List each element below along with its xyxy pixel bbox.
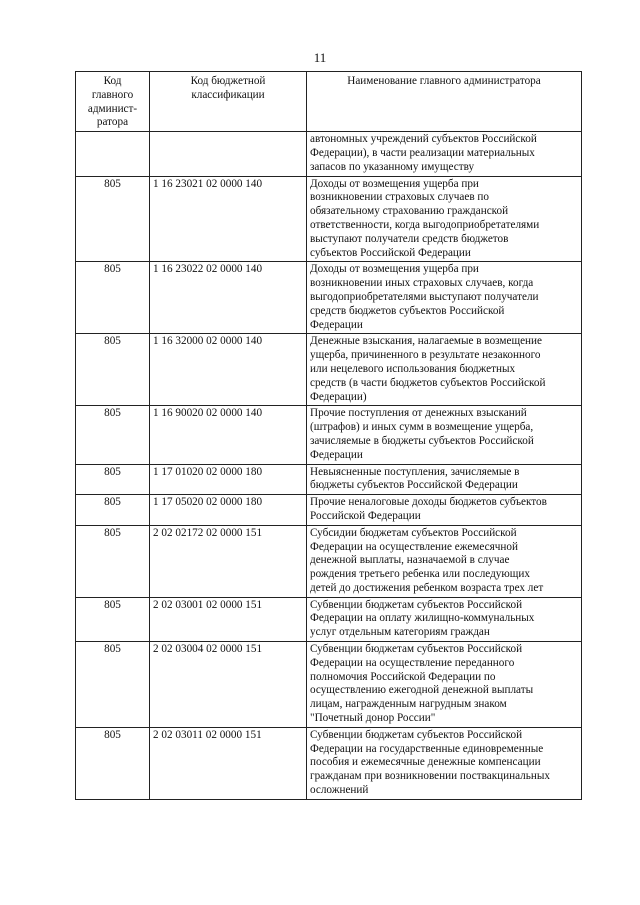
admin-code-cell: 805	[76, 727, 150, 799]
admin-code-cell: 805	[76, 642, 150, 728]
table-row	[76, 406, 582, 464]
admin-code-cell: 805	[76, 262, 150, 334]
administrator-name-cell: Субвенции бюджетам субъектов Российской Федерации на осуществление переданного полномочия Российской Федерации по осуществлению ежегодной денежной выплаты лицам, награжденным нагрудным знаком "Почетный донор России"	[307, 642, 582, 728]
table-row	[76, 495, 582, 526]
admin-code-cell: 805	[76, 525, 150, 597]
table-row	[76, 262, 582, 334]
table-row	[76, 464, 582, 495]
budget-code-cell: 2 02 02172 02 0000 151	[150, 525, 307, 597]
administrator-name-cell: Субсидии бюджетам субъектов Российской Федерации на осуществление ежемесячной денежной выплаты, назначаемой в случае рождения третьего ребенка или последующих детей до достижения ребенком возраста трех лет	[307, 525, 582, 597]
admin-code-cell: 805	[76, 176, 150, 262]
table-body	[76, 132, 582, 800]
administrator-name-cell: автономных учреждений субъектов Российской Федерации), в части реализации материальных запасов по указанному имуществу	[307, 132, 582, 176]
administrator-name-cell: Прочие неналоговые доходы бюджетов субъектов Российской Федерации	[307, 495, 582, 526]
header-budget-code: Код бюджетной классификации	[150, 72, 307, 132]
administrator-name-cell: Доходы от возмещения ущерба при возникновении иных страховых случаев, когда выгодоприобретателями выступают получатели средств бюджетов субъектов Российской Федерации	[307, 262, 582, 334]
table-row	[76, 727, 582, 799]
page-number: 11	[313, 50, 327, 65]
table-row	[76, 642, 582, 728]
budget-codes-table	[75, 71, 582, 800]
budget-code-cell: 2 02 03004 02 0000 151	[150, 642, 307, 728]
admin-code-cell: 805	[76, 406, 150, 464]
budget-code-cell: 1 17 05020 02 0000 180	[150, 495, 307, 526]
budget-code-cell: 1 16 90020 02 0000 140	[150, 406, 307, 464]
budget-code-cell: 1 16 23022 02 0000 140	[150, 262, 307, 334]
budget-code-cell: 2 02 03001 02 0000 151	[150, 597, 307, 641]
administrator-name-cell: Субвенции бюджетам субъектов Российской Федерации на оплату жилищно-коммунальных услуг отдельным категориям граждан	[307, 597, 582, 641]
administrator-name-cell: Денежные взыскания, налагаемые в возмещение ущерба, причиненного в результате незаконного или нецелевого использования бюджетных средств (в части бюджетов субъектов Российской Федерации)	[307, 334, 582, 406]
header-admin-code: Код главного админист- ратора	[76, 72, 150, 132]
header-administrator-name: Наименование главного администратора	[307, 72, 582, 132]
table-row	[76, 132, 582, 176]
budget-code-cell: 1 16 32000 02 0000 140	[150, 334, 307, 406]
admin-code-cell: 805	[76, 464, 150, 495]
table-header-row	[76, 72, 582, 132]
table-row	[76, 525, 582, 597]
budget-code-cell	[150, 132, 307, 176]
table-row	[76, 597, 582, 641]
admin-code-cell: 805	[76, 334, 150, 406]
administrator-name-cell: Невыясненные поступления, зачисляемые в бюджеты субъектов Российской Федерации	[307, 464, 582, 495]
budget-code-cell: 1 17 01020 02 0000 180	[150, 464, 307, 495]
table-row	[76, 334, 582, 406]
admin-code-cell: 805	[76, 597, 150, 641]
admin-code-cell	[76, 132, 150, 176]
budget-code-cell: 2 02 03011 02 0000 151	[150, 727, 307, 799]
administrator-name-cell: Прочие поступления от денежных взысканий (штрафов) и иных сумм в возмещение ущерба, зачисляемые в бюджеты субъектов Российской Федерации	[307, 406, 582, 464]
administrator-name-cell: Доходы от возмещения ущерба при возникновении страховых случаев по обязательному страхованию гражданской ответственности, когда выгодоприобретателями выступают получатели средств бюджетов субъектов Российской Федерации	[307, 176, 582, 262]
budget-code-cell: 1 16 23021 02 0000 140	[150, 176, 307, 262]
table-row	[76, 176, 582, 262]
admin-code-cell: 805	[76, 495, 150, 526]
administrator-name-cell: Субвенции бюджетам субъектов Российской Федерации на государственные единовременные пособия и ежемесячные денежные компенсации гражданам при возникновении поствакцинальных осложнений	[307, 727, 582, 799]
